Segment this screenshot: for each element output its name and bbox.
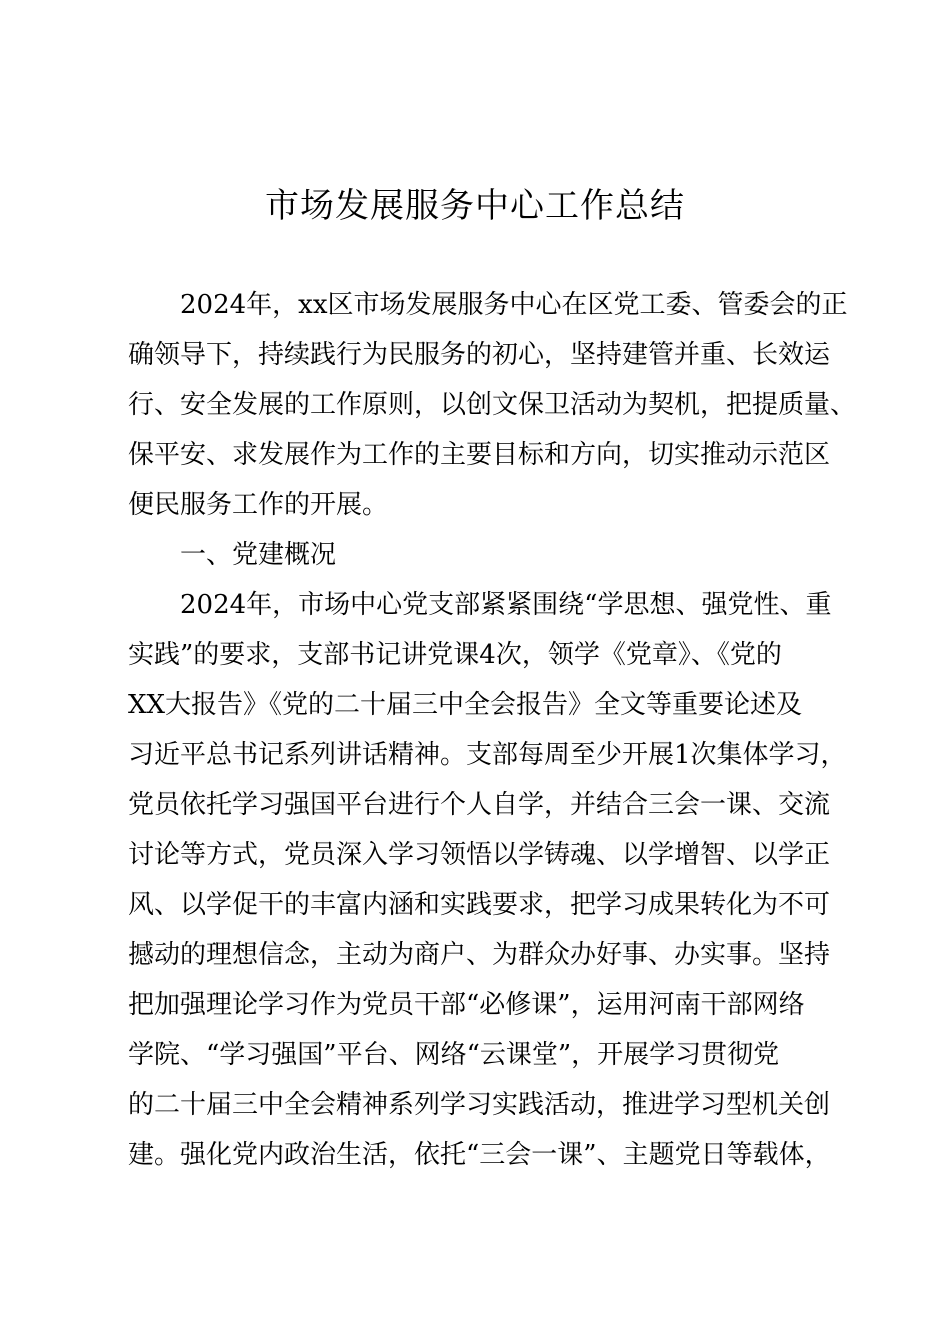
paragraph-line: 2024年，市场中心党支部紧紧围绕“学思想、强党性、重	[128, 590, 832, 620]
paragraph-line: 把加强理论学习作为党员干部“必修课”，运用河南干部网络	[128, 990, 805, 1020]
paragraph-line: 便民服务工作的开展。	[128, 490, 389, 520]
paragraph-line: 建。强化党内政治生活，依托“三会一课”、主题党日等载体，	[128, 1140, 831, 1170]
paragraph-line: 风、以学促干的丰富内涵和实践要求，把学习成果转化为不可	[128, 890, 831, 920]
paragraph-line: 实践”的要求，支部书记讲党课4次，领学《党章》、《党的	[128, 640, 782, 670]
document-title: 市场发展服务中心工作总结	[265, 186, 685, 226]
paragraph-line: 撼动的理想信念，主动为商户、为群众办好事、办实事。坚持	[128, 940, 831, 970]
paragraph-line: 确领导下，持续践行为民服务的初心，坚持建管并重、长效运	[128, 340, 831, 370]
paragraph-line: XX大报告》《党的二十届三中全会报告》全文等重要论述及	[128, 690, 803, 720]
paragraph-line: 的二十届三中全会精神系列学习实践活动，推进学习型机关创	[128, 1090, 831, 1120]
paragraph-line: 2024年，xx区市场发展服务中心在区党工委、管委会的正	[128, 290, 848, 320]
paragraph-line: 党员依托学习强国平台进行个人自学，并结合三会一课、交流	[128, 790, 831, 820]
paragraph-line: 学院、“学习强国”平台、网络“云课堂”，开展学习贯彻党	[128, 1040, 780, 1070]
paragraph-line: 行、安全发展的工作原则，以创文保卫活动为契机，把提质量、	[128, 390, 857, 420]
paragraph-line: 讨论等方式，党员深入学习领悟以学铸魂、以学增智、以学正	[128, 840, 831, 870]
paragraph-line: 保平安、求发展作为工作的主要目标和方向，切实推动示范区	[128, 440, 831, 470]
paragraph-line: 习近平总书记系列讲话精神。支部每周至少开展1次集体学习，	[128, 740, 847, 770]
section-heading: 一、党建概况	[128, 540, 337, 570]
